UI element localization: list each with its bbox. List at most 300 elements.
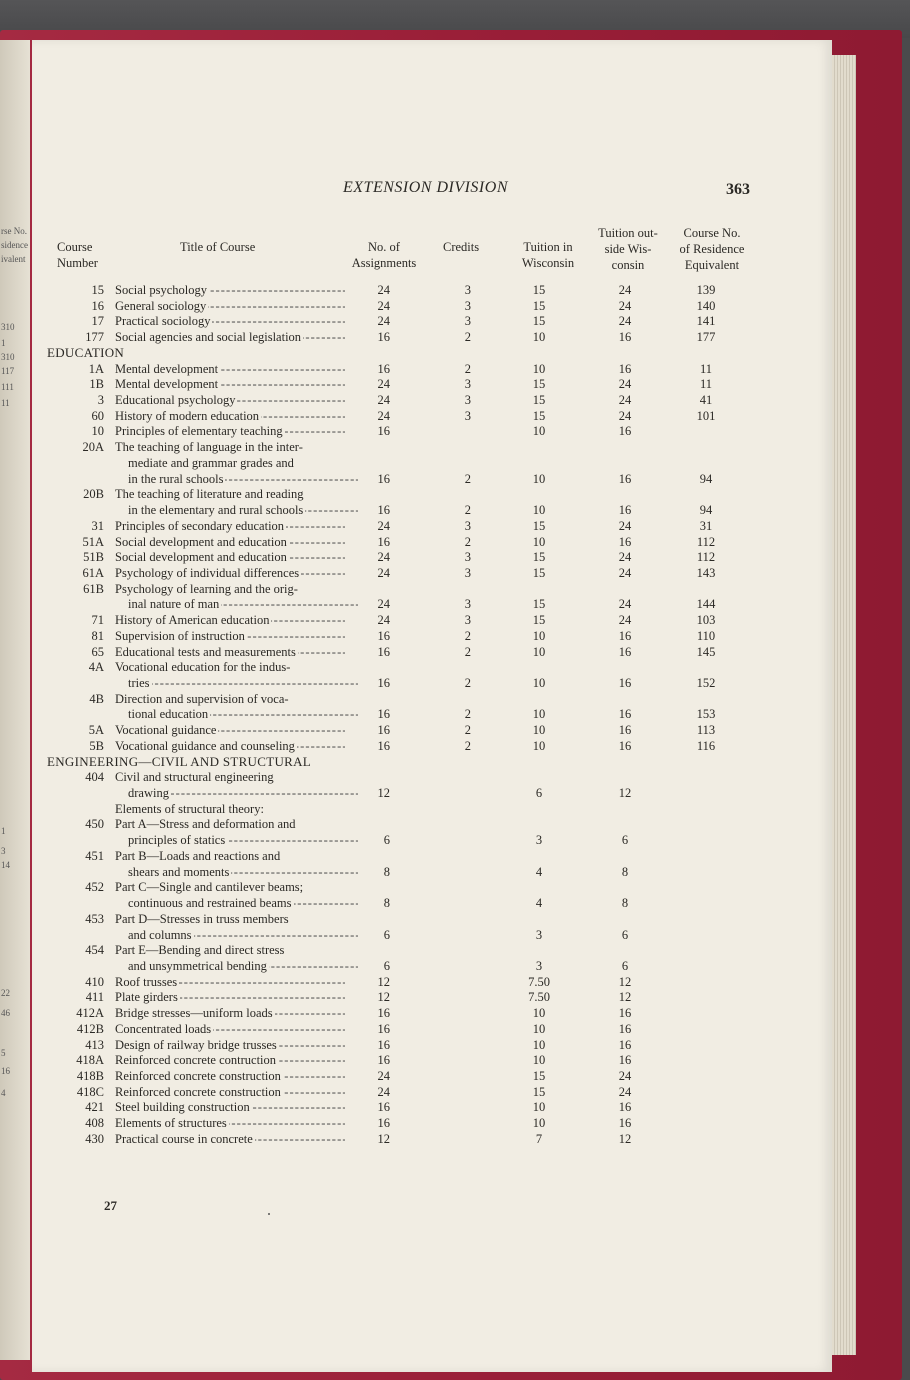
left-page-fragment: 11 [1,398,10,408]
course-title-text: Educational tests and measurements [115,644,296,659]
course-title [128,706,358,722]
course-title [115,581,345,597]
assignments-value: 24 [377,298,390,313]
course-number: 452 [85,880,104,895]
course-title [115,1084,345,1100]
tuition-wisconsin-value: 10 [532,707,546,722]
residence-equivalent-value: 152 [696,676,716,690]
assignments-value: 24 [377,550,390,565]
tuition-wisconsin-value: 10 [532,723,546,738]
course-title [128,455,358,471]
course-number: 404 [85,770,104,785]
table-row [0,691,910,707]
assignments-value: 16 [377,330,390,345]
course-title-text: History of American education [115,613,270,628]
table-row [0,832,910,848]
tuition-wisconsin-value: 15 [532,314,546,329]
table-row [0,455,910,471]
course-title [115,439,345,455]
credits-value: 2 [464,644,471,659]
course-title [115,329,345,345]
tuition-wisconsin-value: 10 [532,644,546,659]
tuition-outside-value: 16 [618,330,632,345]
table-row [0,392,910,408]
tuition-wisconsin-value: 10 [532,1021,546,1036]
course-title-text: Part C—Single and cantilever beams; [115,880,304,895]
residence-equivalent-value: 141 [696,314,716,329]
tuition-outside-value: 16 [618,424,632,439]
course-title [115,486,345,502]
assignments-value: 12 [377,1131,390,1146]
table-row [0,408,910,424]
left-page-fragment: 1 [1,338,6,348]
course-number: 412B [76,1021,104,1036]
course-number: 5B [89,738,104,753]
course-number: 411 [85,990,104,1005]
course-title-text: and columns [128,927,192,942]
course-title [115,1005,345,1021]
tuition-outside-value: 8 [621,864,629,879]
course-number: 1A [88,361,104,376]
tuition-outside-value: 24 [618,550,632,565]
table-row [0,329,910,345]
residence-equivalent-value: 110 [696,628,716,643]
tuition-outside-value: 16 [618,1021,632,1036]
course-title-text: Part A—Stress and deformation and [115,817,296,832]
col-tuition-wisconsin-line1: Tuition in [523,240,573,254]
table-row [0,879,910,895]
course-title-text: Mental development [115,377,219,392]
assignments-value: 24 [377,1084,390,1099]
tuition-wisconsin-value: 10 [532,330,546,345]
col-assignments-line2: Assignments [351,256,417,270]
left-page-fragment: 16 [1,1066,10,1076]
course-number: 454 [85,943,104,958]
credits-value: 3 [464,298,471,313]
course-title [115,659,345,675]
course-title [128,502,358,518]
course-title-text: Concentrated loads [115,1021,212,1036]
table-row [0,423,910,439]
left-page-fragment: rse No. [1,226,27,236]
assignments-value: 16 [377,628,390,643]
tuition-outside-value: 24 [618,1069,632,1083]
credits-value: 2 [464,503,471,518]
course-number: 61A [82,565,104,580]
tuition-outside-value: 24 [618,314,632,329]
course-title-text: tries [128,676,150,690]
credits-value: 2 [464,707,471,722]
credits-value: 3 [464,613,471,628]
course-title [115,1021,345,1037]
left-page-fragment: 310 [1,322,15,332]
credits-value: 2 [464,676,471,690]
course-title-text: drawing [128,786,169,801]
col-residence-equivalent [672,225,752,273]
section-heading: ENGINEERING—CIVIL AND STRUCTURAL [47,753,312,769]
left-page-fragment: 5 [1,1048,6,1058]
residence-equivalent-value: 94 [699,471,713,486]
left-page-fragment: 3 [1,846,6,856]
tuition-wisconsin-value: 4 [535,864,543,879]
assignments-value: 8 [383,896,390,911]
course-number: 418A [76,1053,104,1068]
tuition-wisconsin-value: 15 [532,550,546,565]
table-row [0,816,910,832]
residence-equivalent-value: 11 [699,377,713,392]
course-title [115,644,345,660]
table-row [0,911,910,927]
assignments-value: 16 [377,707,390,722]
course-title-text: The teaching of literature and reading [115,487,304,502]
tuition-wisconsin-value: 7.50 [528,990,550,1005]
course-title-text: Reinforced concrete construction [115,1084,281,1099]
course-title [128,927,358,943]
course-number: 450 [85,817,104,832]
course-title-text: Roof trusses [115,974,178,989]
residence-equivalent-value: 153 [696,707,716,722]
table-row [0,801,910,817]
table-row [0,596,910,612]
course-title [115,361,345,377]
residence-equivalent-value: 143 [696,565,716,580]
course-title-text: Practical course in concrete [115,1131,253,1146]
course-title-text: Practical sociology [115,314,211,329]
residence-equivalent-value: 113 [696,723,716,738]
course-title [115,549,345,565]
credits-value: 3 [464,597,471,612]
table-row [0,628,910,644]
assignments-value: 12 [377,974,390,989]
course-number: 17 [91,314,104,329]
col-tuition-outside-line3: consin [611,258,645,272]
credits-value: 2 [464,361,471,376]
course-title [128,832,358,848]
course-number: 31 [91,518,104,533]
table-row [0,864,910,880]
course-title-text: Direction and supervision of voca- [115,691,289,706]
course-number: 5A [88,723,104,738]
course-title [128,958,358,974]
assignments-value: 16 [377,1100,390,1115]
residence-equivalent-value: 41 [699,393,713,408]
assignments-value: 6 [383,927,390,942]
tuition-outside-value: 12 [618,786,632,801]
tuition-outside-value: 6 [621,958,629,973]
tuition-outside-value: 16 [618,628,632,643]
tuition-wisconsin-value: 15 [532,283,546,297]
assignments-value: 16 [377,1021,390,1036]
course-title [115,628,345,644]
col-tuition-outside-line2: side Wis- [604,242,652,256]
course-title-text: continuous and restrained beams [128,896,292,911]
course-title [115,1099,345,1115]
course-title-text: mediate and grammar grades and [128,455,294,470]
course-title-text: Civil and structural engineering [115,770,274,785]
col-tuition-outside [590,225,666,273]
course-title [115,722,345,738]
assignments-value: 24 [377,408,390,423]
table-row [0,1005,910,1021]
assignments-value: 16 [377,503,390,518]
course-title [115,911,345,927]
signature-mark: 27 [104,1198,117,1213]
course-number: 20B [83,487,104,502]
assignments-value: 24 [377,597,390,612]
course-number: 16 [91,298,104,313]
table-row [0,706,910,722]
table-row [0,895,910,911]
table-row [0,1131,910,1147]
course-title-text: Part D—Stresses in truss members [115,911,289,926]
course-number: 4B [89,691,104,706]
course-title-text: The teaching of language in the inter- [115,440,303,455]
course-title [115,392,345,408]
course-title [115,298,345,314]
col-course-number-line1: Course [57,240,93,254]
tuition-outside-value: 16 [618,361,632,376]
assignments-value: 16 [377,1006,390,1021]
table-row [0,1084,910,1100]
residence-equivalent-value: 112 [696,550,716,565]
table-row [0,958,910,974]
tuition-outside-value: 12 [618,990,632,1005]
table-row [0,1099,910,1115]
course-title-text: Social development and education [115,550,287,565]
course-number: 61B [83,581,104,596]
course-title-text: Educational psychology [115,393,236,408]
table-row [0,1068,910,1084]
credits-value: 3 [464,518,471,533]
tuition-wisconsin-value: 3 [535,958,543,973]
tuition-wisconsin-value: 10 [532,676,546,690]
assignments-value: 16 [377,1037,390,1052]
course-number: 408 [85,1116,104,1131]
course-title [128,864,358,880]
course-title [128,785,358,801]
course-title-text: Design of railway bridge trusses [115,1037,277,1052]
course-title-text: Vocational guidance and counseling [115,738,295,753]
course-number: 51B [83,550,104,565]
course-title [115,801,345,817]
table-row [0,644,910,660]
tuition-outside-value: 16 [618,471,632,486]
table-row [0,361,910,377]
course-number: 60 [91,408,104,423]
table-row [0,848,910,864]
course-number: 65 [91,644,104,659]
left-page-fragment: ivalent [1,254,26,264]
tuition-outside-value: 16 [618,738,632,753]
residence-equivalent-value: 140 [696,298,716,313]
tuition-outside-value: 16 [618,534,632,549]
tuition-wisconsin-value: 10 [532,628,546,643]
assignments-value: 12 [377,990,390,1005]
residence-equivalent-value: 103 [696,613,716,628]
assignments-value: 24 [377,393,390,408]
table-row [0,927,910,943]
assignments-value: 16 [377,534,390,549]
course-number: 3 [97,393,104,408]
course-number: 410 [85,974,104,989]
credits-value: 2 [464,534,471,549]
course-title [128,471,358,487]
table-row [0,471,910,487]
tuition-outside-value: 24 [618,597,632,612]
course-title-text: Part B—Loads and reactions and [115,848,281,863]
course-title [128,596,358,612]
course-title [115,1068,345,1084]
tuition-outside-value: 12 [618,1131,632,1146]
table-row [0,1037,910,1053]
course-title-text: History of modern education [115,408,260,423]
tuition-outside-value: 24 [618,518,632,533]
course-title [115,1131,345,1147]
course-number: 15 [91,283,104,297]
tuition-wisconsin-value: 15 [532,597,546,612]
course-number: 412A [76,1006,104,1021]
left-page-fragment: 22 [1,988,10,998]
tuition-wisconsin-value: 10 [532,738,546,753]
tuition-wisconsin-value: 3 [535,833,543,848]
table-row [0,439,910,455]
course-title-text: Steel building construction [115,1100,250,1115]
left-page-fragment: 310 [1,352,15,362]
course-number: 4A [88,660,104,675]
course-number: 413 [85,1037,104,1052]
col-assignments [346,239,422,271]
credits-value: 3 [464,550,471,565]
tuition-wisconsin-value: 10 [532,1006,546,1021]
table-row [0,502,910,518]
tuition-wisconsin-value: 15 [532,1084,546,1099]
course-title [115,738,345,754]
course-title-text: Vocational guidance [115,723,217,738]
course-title-text: General sociology [115,298,207,313]
residence-equivalent-value: 94 [699,503,713,518]
tuition-wisconsin-value: 10 [532,503,546,518]
assignments-value: 24 [377,283,390,297]
course-title [115,974,345,990]
left-page-fragment: 1 [1,826,6,836]
tuition-outside-value: 12 [618,974,632,989]
credits-value: 3 [464,283,471,297]
tuition-wisconsin-value: 15 [532,1069,546,1083]
col-title: Title of Course [180,240,256,254]
assignments-value: 24 [377,377,390,392]
col-tuition-wisconsin-line2: Wisconsin [521,256,575,270]
assignments-value: 12 [377,786,390,801]
course-number: 453 [85,911,104,926]
table-row [0,518,910,534]
course-title-text: Bridge stresses—uniform loads [115,1006,273,1021]
tuition-wisconsin-value: 4 [535,896,543,911]
credits-value: 3 [464,393,471,408]
course-number: 177 [85,330,104,345]
course-title-text: Social psychology [115,283,208,297]
assignments-value: 16 [377,1116,390,1131]
tuition-wisconsin-value: 15 [532,408,546,423]
residence-equivalent-value: 177 [696,330,716,345]
assignments-value: 6 [383,833,390,848]
course-number: 10 [91,424,104,439]
course-number: 1B [89,377,104,392]
course-title [115,848,345,864]
course-number: 20A [82,440,104,455]
table-row [0,549,910,565]
course-title [115,879,345,895]
tuition-wisconsin-value: 10 [532,1100,546,1115]
course-title [115,1037,345,1053]
tuition-wisconsin-value: 10 [532,471,546,486]
course-number: 418B [76,1069,104,1083]
course-title-text: tional education [128,707,209,722]
tuition-outside-value: 16 [618,1006,632,1021]
table-row [0,1115,910,1131]
course-number: 418C [76,1084,104,1099]
tuition-wisconsin-value: 7.50 [528,974,550,989]
course-title-text: Psychology of learning and the orig- [115,581,298,596]
credits-value: 3 [464,408,471,423]
course-title-text: in the rural schools [128,471,224,486]
assignments-value: 16 [377,471,390,486]
course-title [128,895,358,911]
tuition-outside-value: 16 [618,503,632,518]
residence-equivalent-value: 112 [696,534,716,549]
credits-value: 3 [464,314,471,329]
tuition-wisconsin-value: 6 [535,786,543,801]
table-row [0,942,910,958]
tuition-wisconsin-value: 10 [532,1037,546,1052]
col-residence-line2: of Residence [679,242,745,256]
table-row [0,659,910,675]
table-row [0,722,910,738]
course-title-text: Reinforced concrete contruction [115,1053,277,1068]
tuition-wisconsin-value: 10 [532,424,546,439]
left-page-fragment: 46 [1,1008,10,1018]
assignments-value: 16 [377,644,390,659]
assignments-value: 16 [377,361,390,376]
tuition-outside-value: 8 [621,896,629,911]
table-row [0,313,910,329]
residence-equivalent-value: 145 [696,644,716,659]
left-page-fragment: 4 [1,1088,6,1098]
col-course-number-line2: Number [57,256,98,270]
credits-value: 2 [464,330,471,345]
table-row [0,974,910,990]
course-title-text: Psychology of individual differences [115,565,300,580]
assignments-value: 24 [377,565,390,580]
course-title [115,816,345,832]
course-title [115,565,345,581]
col-tuition-wisconsin [515,239,581,271]
tuition-outside-value: 16 [618,1116,632,1131]
course-title-text: Elements of structural theory: [115,801,264,816]
assignments-value: 16 [377,723,390,738]
tuition-outside-value: 24 [618,1084,632,1099]
assignments-value: 24 [377,518,390,533]
left-page-fragment: 111 [1,382,14,392]
course-title-text: Mental development [115,361,219,376]
assignments-value: 16 [377,1053,390,1068]
assignments-value: 16 [377,676,390,690]
course-title-text: Social development and education [115,534,287,549]
course-title-text: Plate girders [115,990,178,1005]
tuition-wisconsin-value: 15 [532,298,546,313]
tuition-outside-value: 24 [618,408,632,423]
tuition-wisconsin-value: 3 [535,927,543,942]
tuition-outside-value: 16 [618,644,632,659]
